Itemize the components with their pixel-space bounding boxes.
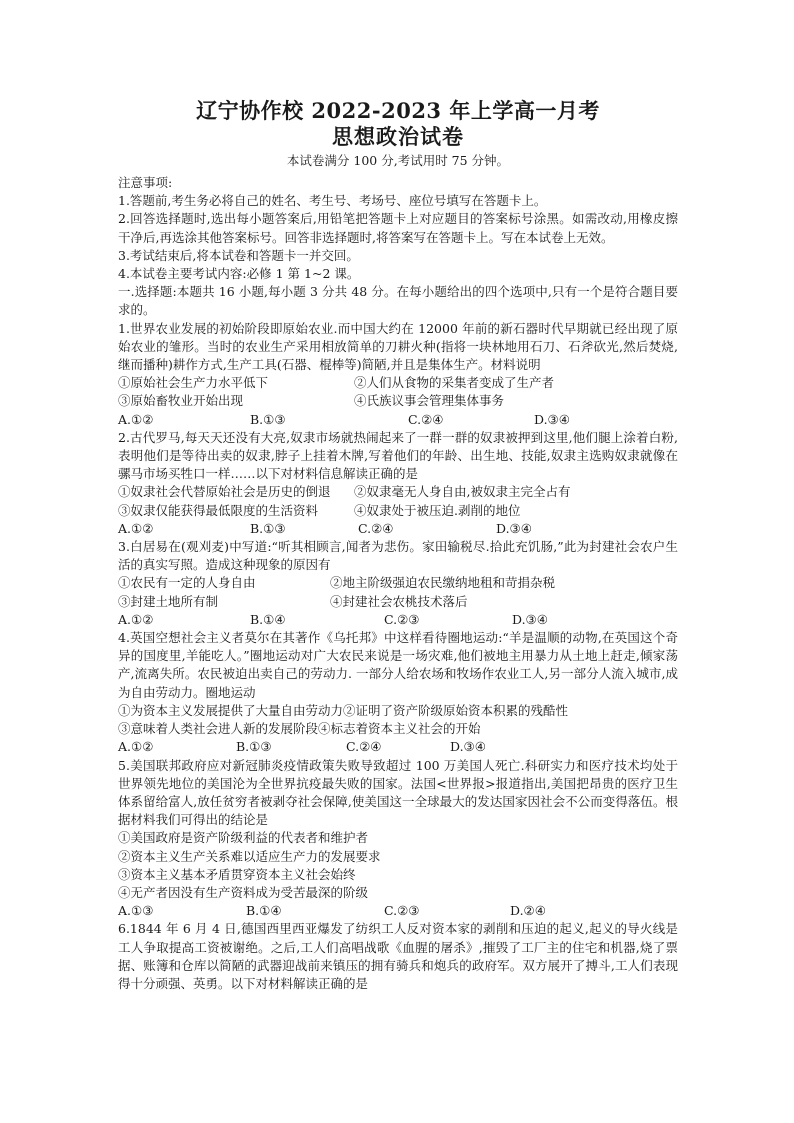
answer-b: B.①④ — [246, 903, 282, 919]
answer-c: C.②④ — [358, 520, 394, 536]
option-2: ②地主阶级强迫农民缴纳地租和苛捐杂税 — [330, 575, 556, 591]
answer-b: B.①③ — [250, 520, 286, 536]
answer-b: B.①③ — [250, 411, 286, 427]
option-1: ①农民有一定的人身自由 — [118, 575, 256, 591]
option-4: ④奴隶处于被压迫.剥削的地位 — [354, 502, 521, 518]
option-2: ②证明了资产阶级原始资本积累的残酷性 — [343, 702, 569, 718]
note-item: 3.考试结束后,将本试卷和答题卡一并交回。 — [118, 247, 359, 263]
answer-b: B.①③ — [236, 739, 272, 755]
option-1: ①为资本主义发展提供了大量自由劳动力 — [118, 702, 344, 718]
option-1: ①奴隶社会代替原始社会是历史的倒退 — [118, 484, 331, 500]
note-item: 1.答题前,考生务必将自己的姓名、考生号、考场号、座位号填写在答题卡上。 — [118, 193, 547, 209]
answer-d: D.③④ — [450, 739, 486, 755]
question-stem: 2.古代罗马,每天天还没有大亮,奴隶市场就热闹起来了一群一群的奴隶被押到这里,他们腿上涂着白粉,表明他们是等待出卖的奴隶,脖子上挂着木牌,写着他们的年龄、出生地、技能,奴隶主选购奴隶就像在骡马市场买牲口一样……以下对材料信息解读正确的是 — [118, 429, 678, 482]
option-2: ②人们从食物的采集者变成了生产者 — [354, 375, 555, 391]
option-4: ④氏族议事会管理集体事务 — [354, 393, 505, 409]
option-1: ①美国政府是资产阶级利益的代表者和维护者 — [118, 830, 369, 846]
answer-c: C.②③ — [384, 611, 420, 627]
question-2 — [118, 429, 678, 538]
question-stem: 3.白居易在(观刈麦)中写道:“听其相顾言,闻者为悲伤。家田输税尽.拾此充饥肠,”此为封建社会农户生活的真实写照。造成这种现象的原因有 — [118, 539, 678, 573]
answer-a: A.①② — [118, 611, 154, 627]
answer-b: B.①④ — [250, 611, 286, 627]
option-4: ④标志着资本主义社会的开始 — [318, 721, 481, 737]
option-3: ③封建土地所有制 — [118, 593, 219, 609]
answer-a: A.①② — [118, 739, 154, 755]
option-4: ④封建社会农桃技术落后 — [330, 593, 468, 609]
option-2: ②资本主义生产关系难以适应生产力的发展要求 — [118, 848, 381, 864]
question-stem: 4.英国空想社会主义者莫尔在其著作《乌托邦》中这样看待圈地运动:“羊是温顺的动物,在英国这个奇异的国度里,羊能吃人。”圈地运动对广大农民来说是一场灾难,他们被地主用暴力从土地上赶走,倾家荡产,流离失所。农民被迫出卖自己的劳动力. 一部分人给农场和牧场作农业工人,另一部分人流入城市,成为自由劳动力。圈地运动 — [118, 630, 678, 700]
exam-page — [118, 98, 678, 993]
answer-c: C.②④ — [346, 739, 382, 755]
answer-d: D.③④ — [512, 611, 548, 627]
exam-subject-title: 思想政治试卷 — [332, 124, 464, 149]
option-2: ②奴隶毫无人身自由,被奴隶主完全占有 — [354, 484, 571, 500]
question-stem: 5.美国联邦政府应对新冠肺炎疫情政策失败导致超过 100 万美国人死亡.科研实力和医疗技术均处于世界领先地位的美国沦为全世界抗疫最失败的国家。法国<世界报>报道指出,美国把昂贵的医疗卫生体系留给富人,放任贫穷者被剥夺社会保障,使美国这一全球最大的发达国家因社会不公而变得落伍。根据材料我们可得出的结论是 — [118, 757, 678, 828]
answer-c: C.②④ — [408, 411, 444, 427]
answer-a: A.①② — [118, 411, 154, 427]
option-3: ③意味着人类社会进人新的发展阶段 — [118, 721, 319, 737]
option-4: ④无产者因没有生产资料成为受苦最深的阶级 — [118, 884, 369, 900]
answer-d: D.③④ — [496, 520, 532, 536]
question-4 — [118, 629, 678, 756]
option-3: ③奴隶仅能获得最低限度的生活资料 — [118, 502, 319, 518]
answer-c: C.②③ — [384, 903, 420, 919]
question-5 — [118, 757, 678, 921]
notes-block — [118, 174, 678, 283]
note-item: 4.本试卷主要考试内容:必修 1 第 1~2 课。 — [118, 266, 360, 282]
answer-d: D.②④ — [510, 903, 546, 919]
question-3 — [118, 538, 678, 629]
question-6 — [118, 920, 678, 993]
exam-title: 辽宁协作校 2022-2023 年上学高一月考 — [196, 98, 600, 123]
answer-a: A.①② — [118, 520, 154, 536]
answer-a: A.①③ — [118, 903, 154, 919]
option-3: ③原始畜牧业开始出现 — [118, 393, 244, 409]
notes-heading: 注意事项: — [118, 175, 173, 190]
question-stem: 6.1844 年 6 月 4 日,德国西里西亚爆发了纺织工人反对资本家的剥削和压迫的起义,起义的导火线是工人争取提高工资被谢绝。之后,工人们高唱战歌《血腥的屠杀》,摧毁了工厂主的住宅和机器,烧了票据、账簿和仓库以简陋的武器迎战前来镇压的拥有骑兵和炮兵的政府军。双方展开了搏斗,工人们表现得十分顽强、英勇。以下对材料解读正确的是 — [118, 921, 678, 991]
option-1: ①原始社会生产力水平低下 — [118, 375, 269, 391]
answer-d: D.③④ — [534, 411, 570, 427]
question-1 — [118, 320, 678, 429]
option-3: ③资本主义基本矛盾贯穿资本主义社会始终 — [118, 866, 356, 882]
note-item: 2.回答选择题时,选出每小题答案后,用铅笔把答题卡上对应题目的答案标号涂黑。如需改动,用橡皮擦干净后,再选涂其他答案标号。回答非选择题时,将答案写在答题卡上。写在本试卷上无效。 — [118, 211, 678, 245]
question-stem: 1.世界农业发展的初始阶段即原始农业.而中国大约在 12000 年前的新石器时代早期就已经出现了原始农业的雏形。当时的农业生产采用相放简单的刀耕火种(指将一块林地用石刀、石斧砍光,然后焚烧,继而播种)耕作方式,生产工具(石器、棍棒等)简陋,并且是集体生产。材料说明 — [118, 320, 678, 373]
section-intro: 一.选择题:本题共 16 小题,每小题 3 分共 48 分。在每小题给出的四个选项中,只有一个是符合题目要求的。 — [118, 284, 678, 318]
exam-info: 本试卷满分 100 分,考试用时 75 分钟。 — [286, 153, 510, 168]
